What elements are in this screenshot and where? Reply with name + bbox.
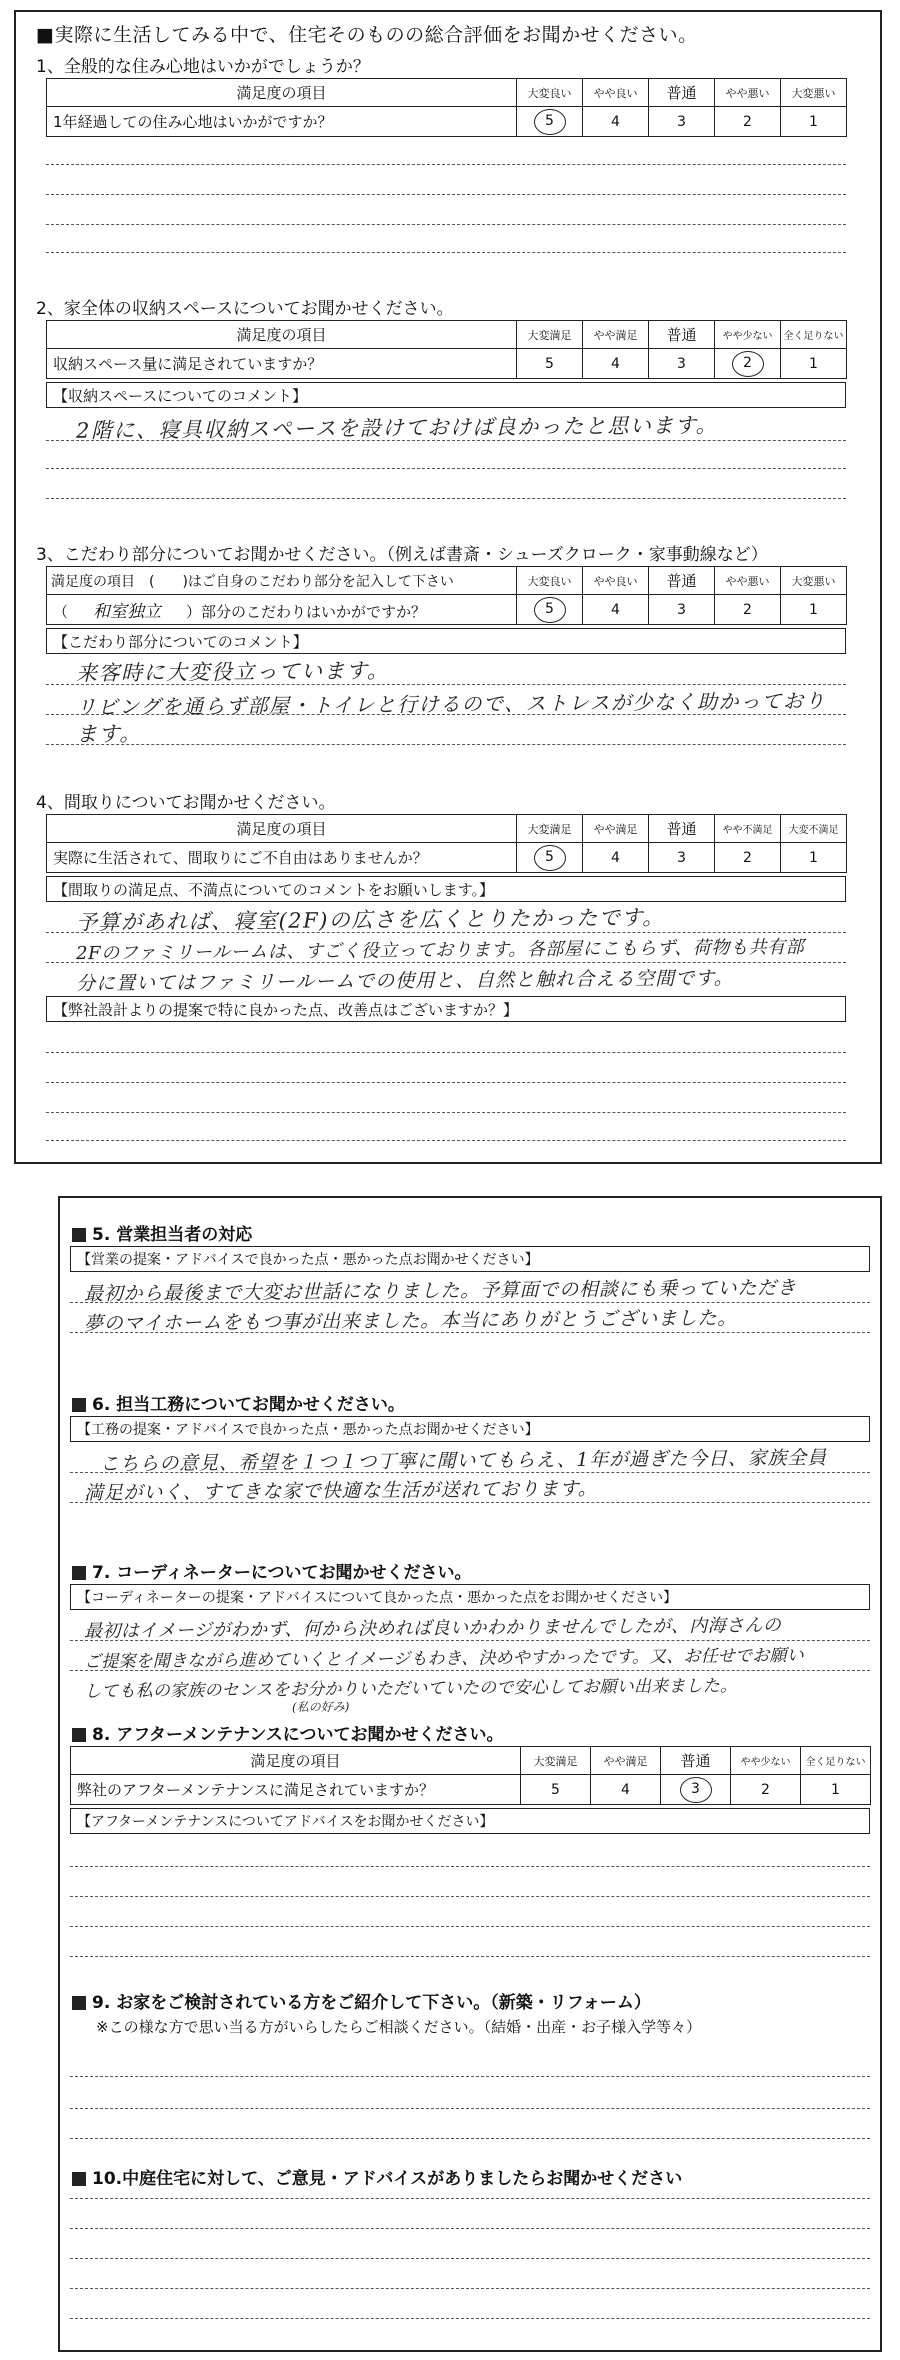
- s7-correction-note: (私の好み): [291, 1699, 350, 1715]
- q3-comment-line: [46, 744, 846, 745]
- section-marker: [72, 2172, 86, 2186]
- s6-heading-text: 6. 担当工務についてお聞かせください。: [92, 1395, 405, 1415]
- s10-comment-line: [70, 2198, 870, 2199]
- q2-selected-value: 2: [732, 351, 764, 377]
- q1-heading: 1、全般的な住み心地はいかがでしょうか？: [36, 57, 370, 77]
- q1-rating-table: [46, 78, 847, 137]
- s7-heading-text: 7. コーディネーターについてお聞かせください。: [92, 1563, 472, 1583]
- q4-option-1[interactable]: 1: [781, 843, 847, 873]
- q1-question: 1年経過しての住み心地はいかがですか？: [47, 107, 517, 137]
- q2-comment-line: [46, 468, 846, 469]
- q2-scale-label: やや少ない: [715, 321, 781, 349]
- s7-comment-line-1[interactable]: 最初はイメージがわかず、何から決めれば良いかわかりませんでしたが、内海さんの: [83, 1614, 782, 1643]
- q1-option-5[interactable]: [517, 107, 583, 137]
- section-marker: [72, 1228, 86, 1242]
- s9-heading-text: 9. お家をご検討されている方をご紹介して下さい。（新築・リフォーム）: [92, 1993, 651, 2013]
- q2-comment[interactable]: 2階に、寝具収納スペースを設けておけば良かったと思います。: [75, 413, 719, 443]
- q2-option-2[interactable]: [715, 349, 781, 379]
- s10-comment-line: [70, 2318, 870, 2319]
- page-title: ■実際に生活してみる中で、住宅そのものの総合評価をお聞かせください。: [36, 24, 698, 46]
- q2-question: 収納スペース量に満足されていますか？: [47, 349, 517, 379]
- q3-option-3[interactable]: 3: [649, 595, 715, 625]
- s8-question: 弊社のアフターメンテナンスに満足されていますか？: [71, 1775, 521, 1805]
- s5-comment-line-2[interactable]: 夢のマイホームをもつ事が出来ました。本当にありがとうございました。: [83, 1307, 738, 1335]
- q3-heading: 3、こだわり部分についてお聞かせください。（例えば書斎・シューズクローク・家事動線など）: [36, 545, 768, 565]
- q2-scale-label: 全く足りない: [781, 321, 847, 349]
- s9-comment-line: [70, 2108, 870, 2109]
- s9-heading: [72, 1988, 651, 2013]
- section-marker: [72, 1566, 86, 1580]
- q4-option-5[interactable]: [517, 843, 583, 873]
- s5-heading: [72, 1220, 252, 1245]
- q3-scale-label: やや悪い: [715, 567, 781, 595]
- q1-scale-label: 普通: [649, 79, 715, 107]
- s9-comment-line: [70, 2076, 870, 2077]
- q3-option-2[interactable]: 2: [715, 595, 781, 625]
- q4-proposal-label: 【弊社設計よりの提案で特に良かった点、改善点はございますか？】: [46, 996, 846, 1022]
- q3-comment-label: 【こだわり部分についてのコメント】: [46, 628, 846, 654]
- q3-selected-value: 5: [534, 597, 566, 623]
- s10-comment-line: [70, 2288, 870, 2289]
- q2-option-5[interactable]: 5: [517, 349, 583, 379]
- s7-comment-label: 【コーディネーターの提案・アドバイスについて良かった点・悪かった点をお聞かせください】: [70, 1584, 870, 1610]
- q3-column-header: 満足度の項目 ( )はご自身のこだわり部分を記入して下さい: [47, 567, 517, 595]
- q4-proposal-line: [46, 1082, 846, 1083]
- q4-scale-label: 大変不満足: [781, 815, 847, 843]
- q4-scale-label: やや不満足: [715, 815, 781, 843]
- s8-scale-label: 普通: [661, 1747, 731, 1775]
- q3-comment-line: [46, 714, 846, 715]
- s8-comment-line: [70, 1926, 870, 1927]
- s8-comment-line: [70, 1956, 870, 1957]
- q2-option-4[interactable]: 4: [583, 349, 649, 379]
- q1-option-4[interactable]: 4: [583, 107, 649, 137]
- s8-option-1[interactable]: 1: [801, 1775, 871, 1805]
- q3-scale-label: 大変良い: [517, 567, 583, 595]
- q4-option-3[interactable]: 3: [649, 843, 715, 873]
- q4-scale-label: やや満足: [583, 815, 649, 843]
- q1-scale-label: 大変良い: [517, 79, 583, 107]
- q4-scale-label: 大変満足: [517, 815, 583, 843]
- s8-scale-label: やや少ない: [731, 1747, 801, 1775]
- q4-option-2[interactable]: 2: [715, 843, 781, 873]
- q4-comment-line-1[interactable]: 予算があれば、寝室(2F)の広さを広くとりたかったです。: [75, 905, 665, 935]
- s8-heading-text: 8. アフターメンテナンスについてお聞かせください。: [92, 1725, 504, 1745]
- q1-comment-line: [46, 224, 846, 225]
- q1-comment-line: [46, 194, 846, 195]
- s5-heading-text: 5. 営業担当者の対応: [92, 1225, 253, 1245]
- s8-comment-line: [70, 1866, 870, 1867]
- s8-comment-line: [70, 1896, 870, 1897]
- section-marker: [72, 1398, 86, 1412]
- s8-scale-label: やや満足: [591, 1747, 661, 1775]
- s6-comment-line: [70, 1502, 870, 1503]
- q1-comment-line: [46, 164, 846, 165]
- q1-comment-line: [46, 252, 846, 253]
- s8-option-3[interactable]: [661, 1775, 731, 1805]
- q2-column-header: 満足度の項目: [47, 321, 517, 349]
- q1-option-1[interactable]: 1: [781, 107, 847, 137]
- s6-comment-label: 【工務の提案・アドバイスで良かった点・悪かった点お聞かせください】: [70, 1416, 870, 1442]
- s8-option-2[interactable]: 2: [731, 1775, 801, 1805]
- q3-question: [47, 595, 517, 625]
- s5-comment-line-1[interactable]: 最初から最後まで大変お世話になりました。予算面での相談にも乗っていただき: [83, 1276, 797, 1306]
- q3-question-suffix: ）部分のこだわりはいかがですか？: [186, 603, 427, 621]
- q4-proposal-line: [46, 1140, 846, 1141]
- s8-rating-table: [70, 1746, 871, 1805]
- s6-comment-line-2[interactable]: 満足がいく、すてきな家で快適な生活が送れております。: [83, 1477, 598, 1505]
- q3-handwritten-item[interactable]: 和室独立: [93, 602, 162, 622]
- s10-heading-text: 10.中庭住宅に対して、ご意見・アドバイスがありましたらお聞かせください: [92, 2169, 683, 2189]
- s10-heading: [72, 2164, 682, 2189]
- s9-comment-line: [70, 2138, 870, 2139]
- q3-scale-label: 普通: [649, 567, 715, 595]
- q1-selected-value: 5: [534, 109, 566, 135]
- q4-column-header: 満足度の項目: [47, 815, 517, 843]
- s8-comment-label: 【アフターメンテナンスについてアドバイスをお聞かせください】: [70, 1808, 870, 1834]
- survey-page-1: [14, 10, 882, 1164]
- survey-page-2: [58, 1196, 882, 2352]
- q4-option-4[interactable]: 4: [583, 843, 649, 873]
- q4-rating-table: [46, 814, 847, 873]
- q4-comment-line-2[interactable]: 2Fのファミリールームは、すごく役立っております。各部屋にこもらず、荷物も共有部: [75, 936, 805, 965]
- s8-option-5[interactable]: 5: [521, 1775, 591, 1805]
- q3-comment-line-3[interactable]: ます。: [75, 721, 142, 747]
- q4-scale-label: 普通: [649, 815, 715, 843]
- q3-option-1[interactable]: 1: [781, 595, 847, 625]
- q4-selected-value: 5: [534, 845, 566, 871]
- q1-scale-label: 大変悪い: [781, 79, 847, 107]
- q1-option-3[interactable]: 3: [649, 107, 715, 137]
- q3-comment-line-2[interactable]: リビングを通らず部屋・トイレと行けるので、ストレスが少なく助かっており: [75, 688, 827, 720]
- s7-comment-line: [70, 1670, 870, 1671]
- q2-option-3[interactable]: 3: [649, 349, 715, 379]
- s6-comment-line-1[interactable]: こちらの意見、希望を１つ１つ丁寧に聞いてもらえ、1年が過ぎた今日、家族全員: [99, 1446, 827, 1476]
- s7-heading: [72, 1558, 472, 1583]
- q4-comment-line-3[interactable]: 分に置いてはファミリールームでの使用と、自然と触れ合える空間です。: [75, 967, 734, 995]
- q2-scale-label: やや満足: [583, 321, 649, 349]
- q3-option-5[interactable]: [517, 595, 583, 625]
- q3-scale-label: やや良い: [583, 567, 649, 595]
- s8-option-4[interactable]: 4: [591, 1775, 661, 1805]
- q4-proposal-line: [46, 1052, 846, 1053]
- q2-comment-line: [46, 498, 846, 499]
- q3-scale-label: 大変悪い: [781, 567, 847, 595]
- section-marker: [72, 1728, 86, 1742]
- s7-comment-line-2[interactable]: ご提案を聞きながら進めていくとイメージもわき、決めやすかったです。又、お任せでお願い: [83, 1645, 804, 1673]
- q1-scale-label: やや悪い: [715, 79, 781, 107]
- q1-column-header: 満足度の項目: [47, 79, 517, 107]
- q4-proposal-line: [46, 1112, 846, 1113]
- s6-heading: [72, 1390, 405, 1415]
- q4-heading: 4、間取りについてお聞かせください。: [36, 793, 336, 813]
- q4-comment-label: 【間取りの満足点、不満点についてのコメントをお願いします。】: [46, 876, 846, 902]
- section-marker: [72, 1996, 86, 2010]
- s5-comment-line: [70, 1332, 870, 1333]
- q3-question-prefix: （: [53, 603, 69, 621]
- q3-comment-line-1[interactable]: 来客時に大変役立っています。: [75, 658, 390, 686]
- q2-option-1[interactable]: 1: [781, 349, 847, 379]
- s8-heading: [72, 1720, 503, 1745]
- q3-rating-table: [46, 566, 847, 625]
- q2-comment-line: [46, 440, 846, 441]
- s7-comment-line-3[interactable]: しても私の家族のセンスをお分かりいただいていたので安心してお願い出来ました。: [83, 1676, 738, 1702]
- s6-comment-line: [70, 1472, 870, 1473]
- s10-comment-line: [70, 2258, 870, 2259]
- q2-heading: 2、家全体の収納スペースについてお聞かせください。: [36, 299, 454, 319]
- q2-scale-label: 普通: [649, 321, 715, 349]
- q3-option-4[interactable]: 4: [583, 595, 649, 625]
- q1-scale-label: やや良い: [583, 79, 649, 107]
- s8-scale-label: 全く足りない: [801, 1747, 871, 1775]
- s8-selected-value: 3: [680, 1777, 712, 1803]
- s5-comment-line: [70, 1302, 870, 1303]
- q2-scale-label: 大変満足: [517, 321, 583, 349]
- s8-scale-label: 大変満足: [521, 1747, 591, 1775]
- q2-comment-label: 【収納スペースについてのコメント】: [46, 382, 846, 408]
- s5-comment-label: 【営業の提案・アドバイスで良かった点・悪かった点お聞かせください】: [70, 1246, 870, 1272]
- s9-subline: ※この様な方で思い当る方がいらしたらご相談ください。（結婚・出産・お子様入学等々）: [96, 2018, 702, 2036]
- q1-option-2[interactable]: 2: [715, 107, 781, 137]
- q2-rating-table: [46, 320, 847, 379]
- s8-column-header: 満足度の項目: [71, 1747, 521, 1775]
- q4-question: 実際に生活されて、間取りにご不自由はありませんか？: [47, 843, 517, 873]
- s10-comment-line: [70, 2228, 870, 2229]
